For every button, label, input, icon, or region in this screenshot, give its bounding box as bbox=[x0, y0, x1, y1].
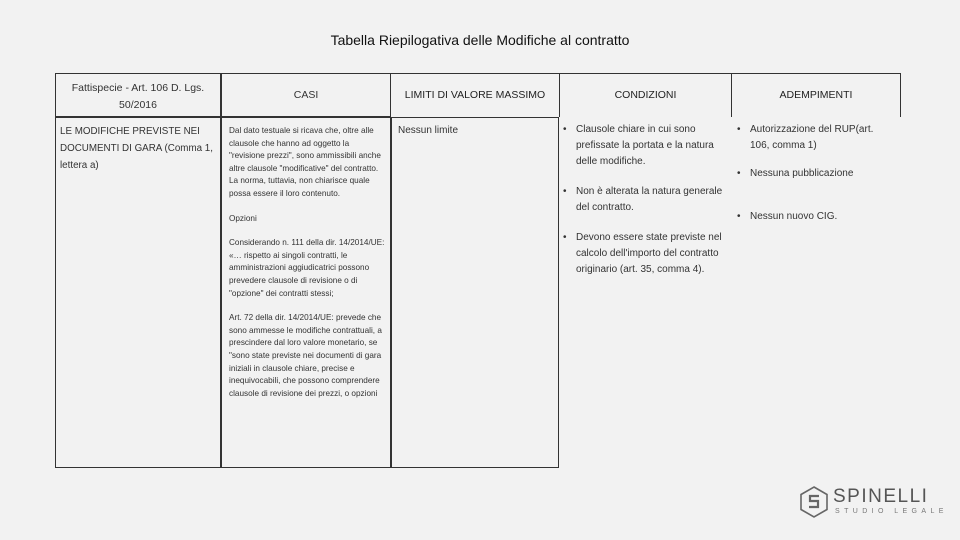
header-fattispecie-label: Fattispecie - Art. 106 D. Lgs. 50/2016 bbox=[71, 82, 205, 111]
condizioni-item: • Non è alterata la natura generale del contratto. bbox=[559, 184, 723, 216]
cell-fattispecie bbox=[55, 117, 221, 468]
casi-paragraph-4: Art. 72 della dir. 14/2014/UE: prevede che sono ammesse le modifiche contrattuali, a prescindere dal loro valore monetario, se "sono state previste nei documenti di gara iniziali in clausole chiare, precise e inequivocabili, che possono comprendere clausole di revisione dei prezzi, o opzioni bbox=[229, 313, 382, 398]
casi-paragraph-1: Dal dato testuale si ricava che, oltre alle clausole che hanno ad oggetto la "revisione prezzi", sono ammissibili anche altre clausole "modificative" del contratto. La norma, tuttavia, non chiarisce quale possa essere il loro contenuto. bbox=[229, 126, 381, 198]
adempimenti-item: • Nessuna pubblicazione bbox=[733, 166, 895, 182]
logo-subtitle: STUDIO LEGALE bbox=[835, 508, 948, 515]
cell-limiti bbox=[391, 117, 559, 468]
header-casi bbox=[221, 73, 391, 117]
header-limiti-label: LIMITI DI VALORE MASSIMO bbox=[404, 89, 546, 101]
condizioni-list bbox=[559, 122, 723, 278]
cell-adempimenti bbox=[731, 117, 901, 225]
adempimenti-item: • Nessun nuovo CIG. bbox=[733, 209, 895, 225]
header-condizioni-label: CONDIZIONI bbox=[614, 89, 677, 101]
cell-casi bbox=[221, 117, 391, 468]
condizioni-item: • Clausole chiare in cui sono prefissate la portata e la natura delle modifiche. bbox=[559, 122, 723, 170]
header-condizioni bbox=[559, 73, 731, 117]
header-adempimenti bbox=[731, 73, 901, 117]
adempimenti-item: • Autorizzazione del RUP(art. 106, comma 1) bbox=[733, 122, 895, 154]
condizioni-item: • Devono essere state previste nel calcolo dell'importo del contratto originario (art. 35, comma 4). bbox=[559, 230, 723, 278]
fattispecie-text: LE MODIFICHE PREVISTE NEI DOCUMENTI DI GARA (Comma 1, lettera a) bbox=[60, 126, 213, 171]
limiti-text: Nessun limite bbox=[398, 125, 459, 136]
header-casi-label: CASI bbox=[293, 89, 319, 101]
logo-name: SPINELLI bbox=[833, 486, 929, 507]
spinelli-s-icon bbox=[800, 486, 828, 518]
page-title: Tabella Riepilogativa delle Modifiche al contratto bbox=[330, 32, 630, 48]
casi-paragraph-3: Considerando n. 111 della dir. 14/2014/UE: «… rispetto ai singoli contratti, le amministrazioni aggiudicatrici possono prevedere clausole di revisione o di "opzione" dei contratti stessi; bbox=[229, 238, 385, 298]
adempimenti-list bbox=[733, 122, 895, 225]
spinelli-logo bbox=[800, 486, 948, 520]
cell-condizioni bbox=[559, 117, 731, 278]
header-fattispecie bbox=[55, 73, 221, 117]
casi-paragraph-2: Opzioni bbox=[229, 213, 257, 223]
header-limiti bbox=[391, 73, 559, 117]
header-adempimenti-label: ADEMPIMENTI bbox=[779, 89, 853, 101]
